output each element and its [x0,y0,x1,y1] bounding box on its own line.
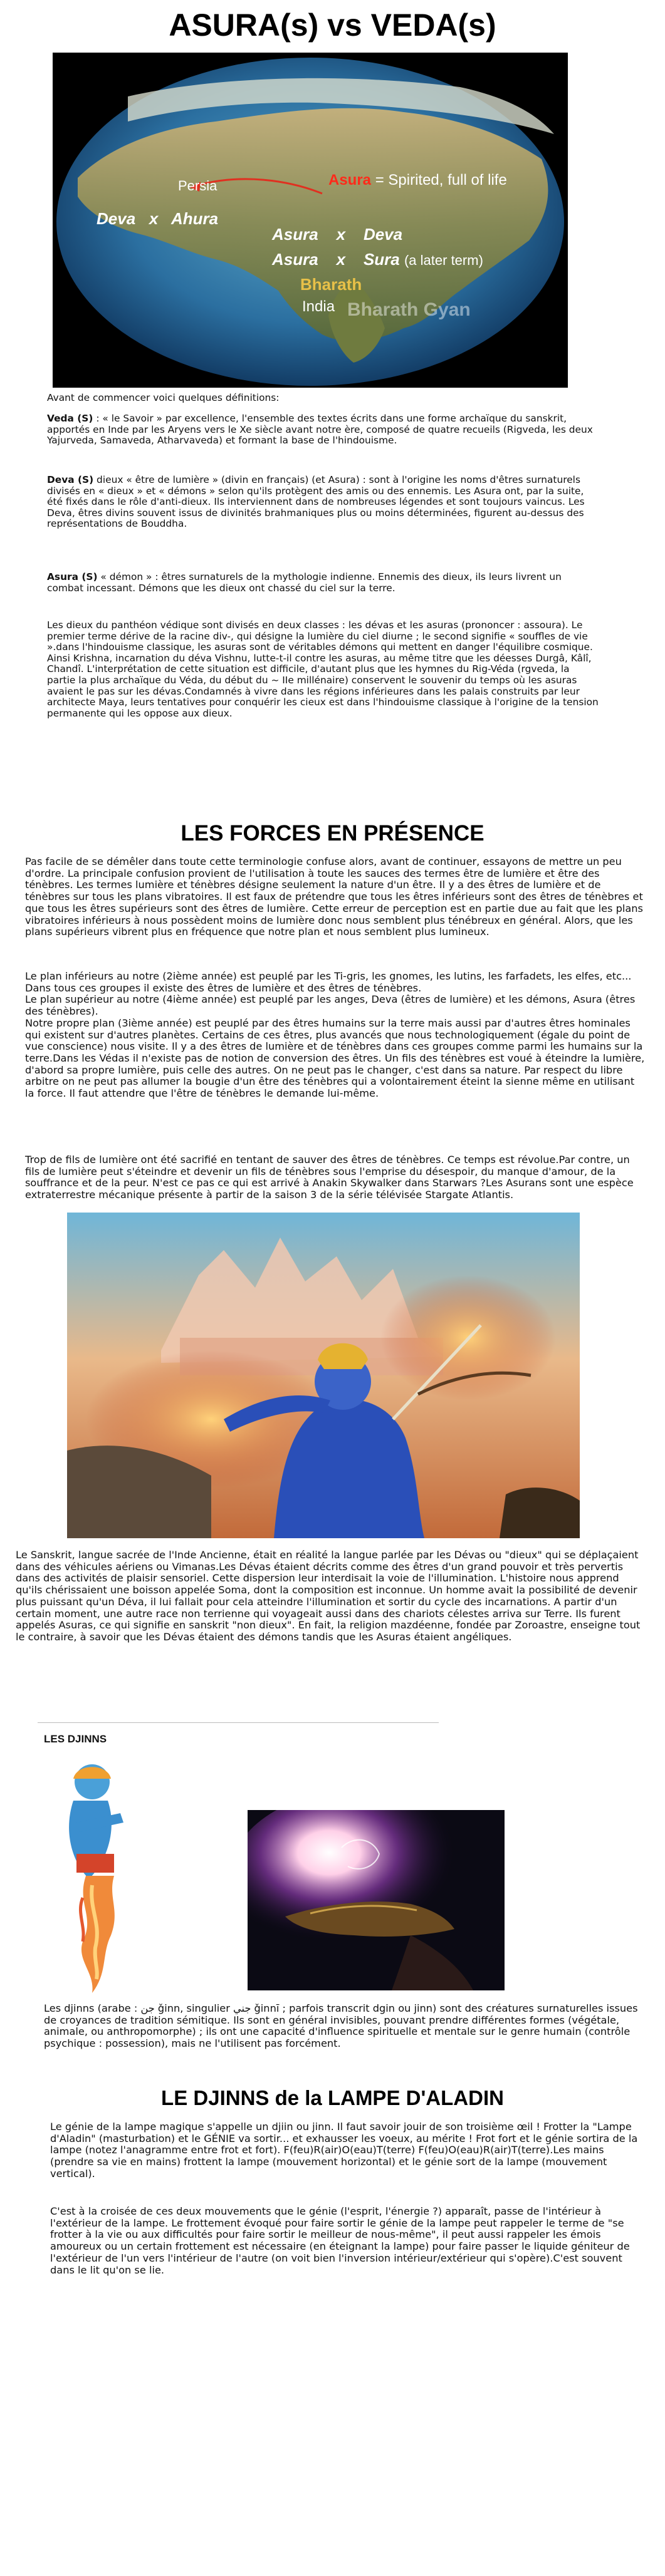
forces-paragraph-2: Le plan inférieurs au notre (2ième année) est peuplé par les Ti-gris, les gnomes, les lutins, les farfadets, les elfes, etc... Dans tous ces groupes il existe des êtres de lumière et des êtres de ténèbres. Le plan supérieur au notre (4ième année) est peuplé par les anges, Deva (êtres de lumière) et les démons, Asura (êtres des ténèbres). Notre propre plan (3ième année) est peuplé par des êtres humains sur la terre mais aussi par d'autres êtres hominales qui existent sur d'autres planètes. Certains de ces êtres, plus avancés que nous technologiquement (égale du point de vue conscience) nous visite. Il y a des êtres de lumière et de ténèbres dans ces groupes comme parmi les humains sur la terre.Dans les Védas il n'existe pas de notion de conversion des êtres. Un fils des ténèbres est voué à éteindre la lumière, d'abord sa propre lumière, puis celle des autres. On ne peut pas le changer, c'est dans sa nature. Par respect du libre arbitre on ne peut pas allumer la bougie d'un être des ténèbres qui a volontairement éteint la sienne même en utilisant la force. Il faut attendre que l'être de ténèbres le demande lui-même. [25,970,645,1100]
map-label-persia: Persia [178,178,217,194]
section-title-forces: LES FORCES EN PRÉSENCE [181,821,484,846]
map-label-bharath: Bharath [300,275,362,294]
map-label-deva-ahura: Deva x Ahura [97,209,219,228]
map-image [53,53,568,388]
forces-paragraph-3: Trop de fils de lumière ont été sacrifié en tentant de sauver des êtres de ténèbres. Ce temps est révolue.Par contre, un fils de lumière peut s'éteindre et devenir un fils de ténèbres sous l'emprise du désespoir, du manque d'amour, de la souffrance et de la peur. N'est ce pas ce qui est arrivé à Anakin Skywalker dans Starwars ?Les Asurans sont une espèce extraterrestre mécanique présente à partir de la saison 3 de la série télévisée Stargate Atlantis. [25,1154,634,1201]
map-label-later-term: (a later term) [404,252,483,268]
sanskrit-paragraph: Le Sanskrit, langue sacrée de l'Inde Ancienne, était en réalité la langue parlée par les Dévas ou "dieux" qui se déplaçaient dans des véhicules aériens ou Vimanas.Les Dévas étaient décrits comme des êtres d'un grand pouvoir et très pervertis dans des activités de plaisir sensoriel. Cette dispersion leur interdisait la voie de l'illumination. L'histoire nous apprend qu'ils chérissaient une boisson appelée Soma, dont la composition est inconnue. Un homme avait la possibilité de devenir plus puissant qu'un Déva, il lui fallait pour cela atteindre l'illumination et sortir du cycle des incarnations. A partir d'un certain moment, une autre race non terrienne qui voyageait aussi dans des chariots célestes arriva sur Terre. Ils furent appelés Asuras, ce qui signifie en sanskrit "non dieux". En fait, la religion mazdéenne, fondée par Zoroastre, enseigne tout le contraire, à savoir que les Dévas étaient des démons tandis que les Asuras étaient angéliques. [16,1549,641,1643]
def-veda-term: Veda (S) [47,413,93,424]
defs-paragraph: Les dieux du panthéon védique sont divisés en deux classes : les dévas et les asuras (prononcer : assoura). Le premier terme dérive de la racine div-, qui désigne la lumière du ciel diurne ; le second signifie « souffles de vie ».dans l'hindouisme classique, les asuras sont de véritables démons qui mettent en danger l'équilibre cosmique. Ainsi Krishna, incarnation du déva Vishnu, lutte-t-il contre les asuras, au même titre que les déesses Durgâ, Kâlî, Chandî. L'interprétation de cette situation est difficile, d'autant plus que les hymnes du Rig-Véda (rgveda, la partie la plus archaïque du Véda, du début du ~ IIe millénaire) conservent le souvenir du temps où les asuras avaient le pas sur les dévas.Condamnés à vivre dans les régions inférieures dans les palais construits par leur architecte Maya, leurs tentatives pour conquérir les cieux est dans l'hindouisme classique à l'origine de la tension permanente qui les oppose aux dieux. [47,619,599,719]
def-deva-term: Deva (S) [47,474,94,485]
def-deva [47,475,599,530]
section-title-lamp: LE DJINNS de la LAMPE D'ALADIN [161,2086,504,2109]
intro-text: Avant de commencer voici quelques définitions: [47,392,280,403]
djinns-heading: LES DJINNS [44,1733,107,1745]
def-veda [47,413,599,447]
def-asura [47,572,599,594]
map-watermark: Bharath Gyan [347,299,471,320]
map-label-asura-sura: Asura x Sura [272,250,400,269]
map-label-india: India [302,298,335,315]
battle-illustration [67,1213,580,1538]
djinn-illustration [39,1754,150,1993]
battle-image [67,1213,580,1538]
def-asura-text: « démon » : êtres surnaturels de la mythologie indienne. Ennemis des dieux, ils leurs livrent un combat incessant. Démons que les dieux ont chassé du ciel sur la terre. [47,571,562,594]
djinn-image [39,1754,150,1993]
lamp-illustration [248,1810,505,1990]
def-deva-text: dieux « être de lumière » (divin en français) (et Asura) : sont à l'origine les noms d'êtres surnaturels divisés en « dieux » et « démons » selon qu'ils protègent des amis ou des ennemis. Les Asura ont, par la suite, été fixés dans le rôle d'anti-dieux. Ils interviennent dans de nombreuses légendes et sont toujours vaincus. Les Deva, êtres divins souvent issus de divinités brahmaniques plus ou moins déterminées, figurent au-dessus des représentations de Bouddha. [47,474,585,530]
lamp-paragraph-1: Le génie de la lampe magique s'appelle un djiin ou jinn. Il faut savoir jouir de son troisième œil ! Frotter la "Lampe d'Aladin" (masturbation) et le GÉNIE va sortir... et exhausser les voeux, au mérite ! Frot fort et le génie sortira de la lampe (notez l'anagramme entre frot et fort). F(feu)R(air)O(eau)T(terre) F(feu)O(eau)R(air)T(terre).Les mains (prendre sa vie en mains) frottent la lampe (mouvement horizontal) et le génie sort de la lampe (mouvement vertical). [50,2121,638,2180]
page-title: ASURA(s) vs VEDA(s) [169,8,496,43]
lamp-image [248,1810,505,1990]
map-label-asura: Asura [328,172,372,189]
forces-paragraph-1: Pas facile de se démêler dans toute cette terminologie confuse alors, avant de continuer, essayons de mettre un peu d'ordre. La principale confusion provient de l'utilisation à toute les sauces des termes être de lumière et être des ténèbres. Les termes lumière et ténèbres désigne seulement la nature d'un être. Il y a des êtres de lumière et de ténèbres sur tous les plans vibratoires. Il est faux de prétendre que tous les êtres inférieurs sont des êtres de ténèbres et que tous les êtres supérieurs sont des êtres de lumière. Cette erreur de perception est en partie due au fait que les plans vibratoires inférieurs à nous possèdent moins de lumière donc nous semblent plus ténébreux en général. Alors, que les plans supérieurs vibrent plus en fréquence que notre plan et nous semblent plus lumineux. [25,856,643,938]
map-asura-spirited [328,172,507,189]
def-asura-term: Asura (S) [47,571,98,582]
divider [38,1722,439,1723]
map-label-asura-deva: Asura x Deva [272,225,403,244]
map-asura-sura [272,250,483,269]
map-label-spirited: = Spirited, full of life [371,172,507,189]
lamp-paragraph-2: C'est à la croisée de ces deux mouvements que le génie (l'esprit, l'énergie ?) apparaît, passe de l'intérieur à l'extérieur de la lampe. Le frottement évoqué pour faire sortir le génie de la lampe peut rappeler le terme de "se frotter à la vie ou aux difficultés pour faire sortir le meilleur de nous-même", il peut aussi rappeler les émois amoureux ou un certain frottement est nécessaire (en éteignant la lampe) pour faire passer le liquide géniteur de l'extérieur de l'un vers l'intérieur de l'autre (on voit bien l'inversion intérieur/extérieur qui s'opère).C'est souvent dans le lit qu'on se lie. [50,2205,630,2276]
djinns-paragraph: Les djinns (arabe : جن ǧinn, singulier جني ǧinnī ; parfois transcrit dgin ou jinn) sont des créatures surnaturelles issues de croyances de tradition sémitique. Ils sont en général invisibles, pouvant prendre différentes formes (végétale, animale, ou anthropomorphe) ; ils ont une capacité d'influence spirituelle et mentale sur le genre humain (contrôle psychique : possession), mais ne l'utilisent pas forcément. [44,2002,638,2050]
def-veda-text: : « le Savoir » par excellence, l'ensemble des textes écrits dans une forme archaïque du sanskrit, apportés en Inde par les Aryens vers le Xe siècle avant notre ère, composé de quatre recueils (Rigveda, les deux Yajurveda, Samaveda, Atharvaveda) et formant la base de l'hindouisme. [47,413,593,447]
